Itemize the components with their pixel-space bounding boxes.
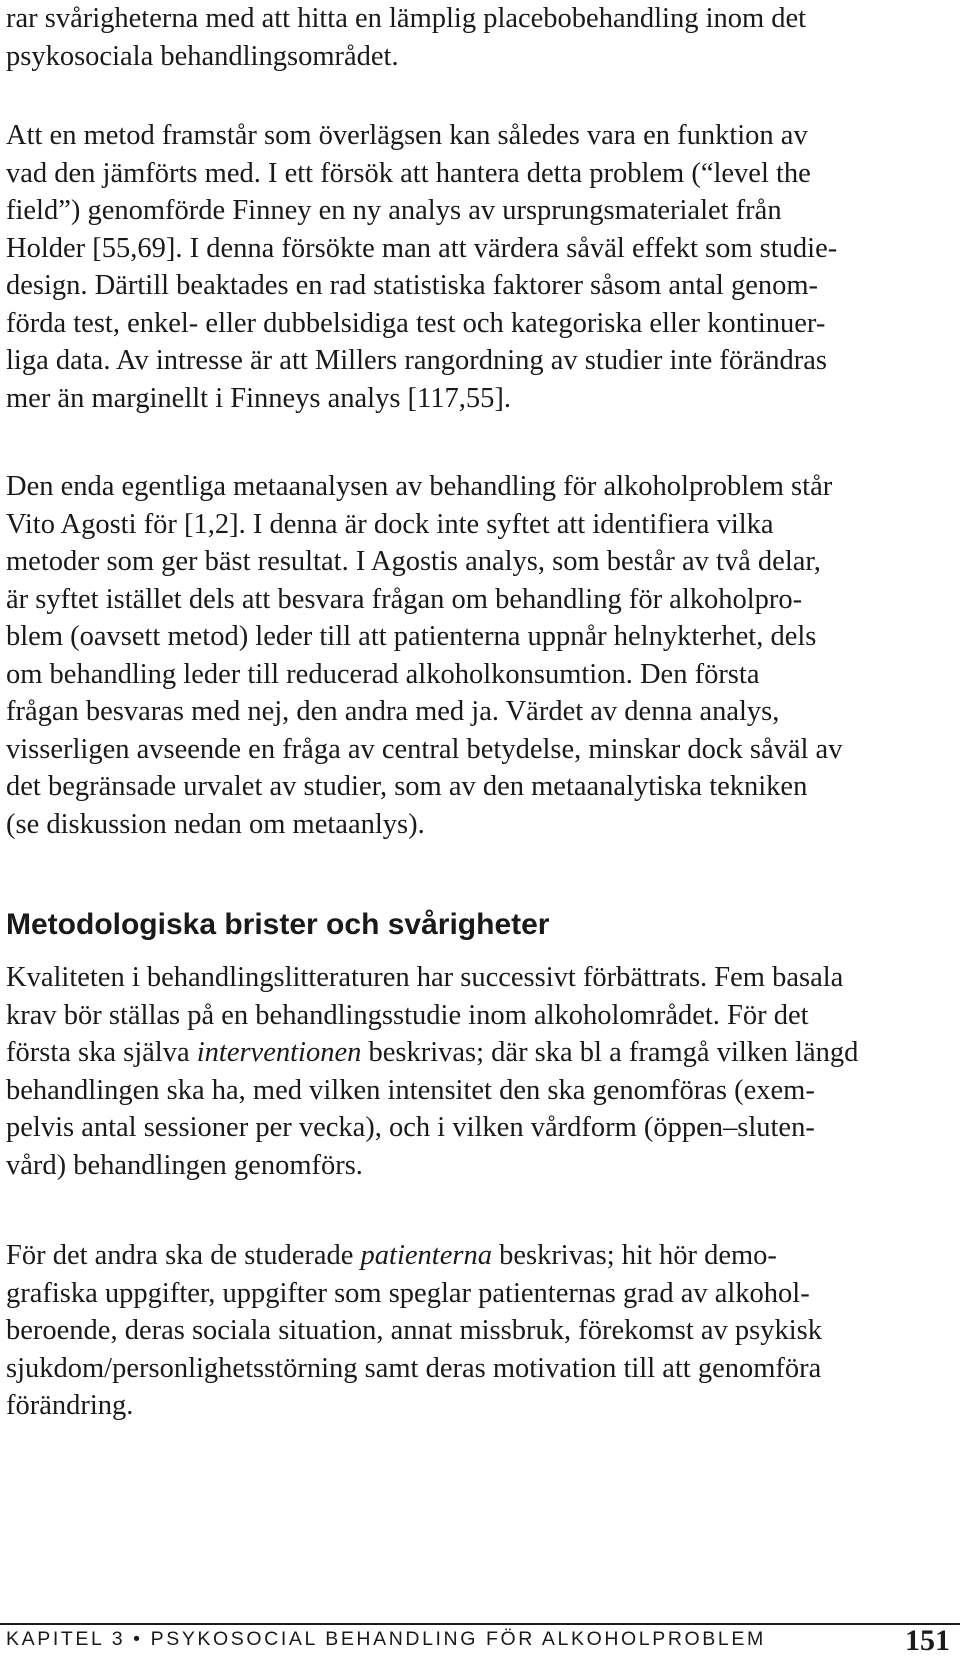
text-line: metoder som ger bäst resultat. I Agostis analys, som består av två delar,: [6, 546, 821, 577]
text-line: grafiska uppgifter, uppgifter som speglar patienternas grad av alkohol-: [6, 1277, 810, 1309]
text-line: vård) behandlingen genomförs.: [6, 1149, 363, 1181]
text-line: behandlingen ska ha, med vilken intensitet den ska genomföras (exem-: [6, 1074, 815, 1106]
text-line: är syftet istället dels att besvara frågan om behandling för alkoholpro-: [6, 583, 803, 615]
text-line: beroende, deras sociala situation, annat missbruk, förekomst av psykisk: [6, 1315, 823, 1346]
text-line: psykosociala behandlingsområdet.: [6, 40, 399, 72]
paragraph-level-the-field: [6, 117, 948, 417]
text-line: [6, 1237, 948, 1275]
text-line: vad den jämförts med. I ett försök att hantera detta problem (“level the: [6, 157, 811, 189]
text-line: design. Därtill beaktades en rad statistiska faktorer såsom antal genom-: [6, 270, 818, 301]
text-line: Den enda egentliga metaanalysen av behandling för alkoholproblem står: [6, 471, 833, 502]
text-line: krav bör ställas på en behandlingsstudie inom alkoholområdet. För det: [6, 999, 809, 1031]
text-fragment: beskrivas; hit hör demo-: [491, 1240, 777, 1271]
text-line: rar svårigheterna med att hitta en lämplig placebobehandling inom det: [6, 3, 807, 34]
text-line: förda test, enkel- eller dubbelsidiga test och kategoriska eller kontinuer-: [6, 307, 826, 339]
footer-divider: [0, 1623, 960, 1625]
text-line: liga data. Av intresse är att Millers rangordning av studier inte förändras: [6, 345, 827, 376]
running-footer: KAPITEL 3 • PSYKOSOCIAL BEHANDLING FÖR ALKOHOLPROBLEM: [6, 1628, 766, 1650]
paragraph-metaanalysis: [6, 468, 948, 843]
text-line: det begränsade urvalet av studier, som av den metaanalytiska tekniken: [6, 771, 808, 802]
text-line: (se diskussion nedan om metaanlys).: [6, 808, 425, 840]
paragraph-quality: [6, 959, 948, 1184]
text-line: pelvis antal sessioner per vecka), och i vilken vårdform (öppen–sluten-: [6, 1112, 815, 1143]
paragraph-patients: [6, 1237, 948, 1425]
text-line: Vito Agosti för [1,2]. I denna är dock inte syftet att identifiera vilka: [6, 508, 774, 540]
text-line: field”) genomförde Finney en ny analys av ursprungsmaterialet från: [6, 195, 782, 226]
text-line: sjukdom/personlighetsstörning samt deras motivation till att genomföra: [6, 1352, 822, 1384]
page-number: 151: [905, 1624, 950, 1657]
text-line: mer än marginellt i Finneys analys [117,55].: [6, 382, 511, 414]
text-line: visserligen avseende en fråga av central betydelse, minskar dock såväl av: [6, 733, 843, 765]
emphasis-interventionen: interventionen: [196, 1037, 362, 1068]
section-heading: Metodologiska brister och svårigheter: [6, 908, 550, 941]
text-line: frågan besvaras med nej, den andra med ja. Värdet av denna analys,: [6, 696, 780, 727]
text-line: Att en metod framstår som överlägsen kan således vara en funktion av: [6, 120, 808, 151]
text-line: blem (oavsett metod) leder till att patienterna uppnår helnykterhet, dels: [6, 621, 817, 652]
emphasis-patienterna: patienterna: [360, 1240, 492, 1271]
text-line: förändring.: [6, 1390, 134, 1421]
text-line: Holder [55,69]. I denna försökte man att värdera såväl effekt som studie-: [6, 232, 838, 264]
paragraph-placebo: [6, 0, 948, 75]
text-fragment: första ska själva: [6, 1037, 197, 1068]
text-line: om behandling leder till reducerad alkoholkonsumtion. Den första: [6, 658, 760, 690]
text-fragment: För det andra ska de studerade: [6, 1240, 361, 1271]
text-line: Kvaliteten i behandlingslitteraturen har successivt förbättrats. Fem basala: [6, 962, 844, 993]
text-line: [6, 1034, 948, 1072]
text-fragment: beskrivas; där ska bl a framgå vilken längd: [361, 1037, 859, 1068]
